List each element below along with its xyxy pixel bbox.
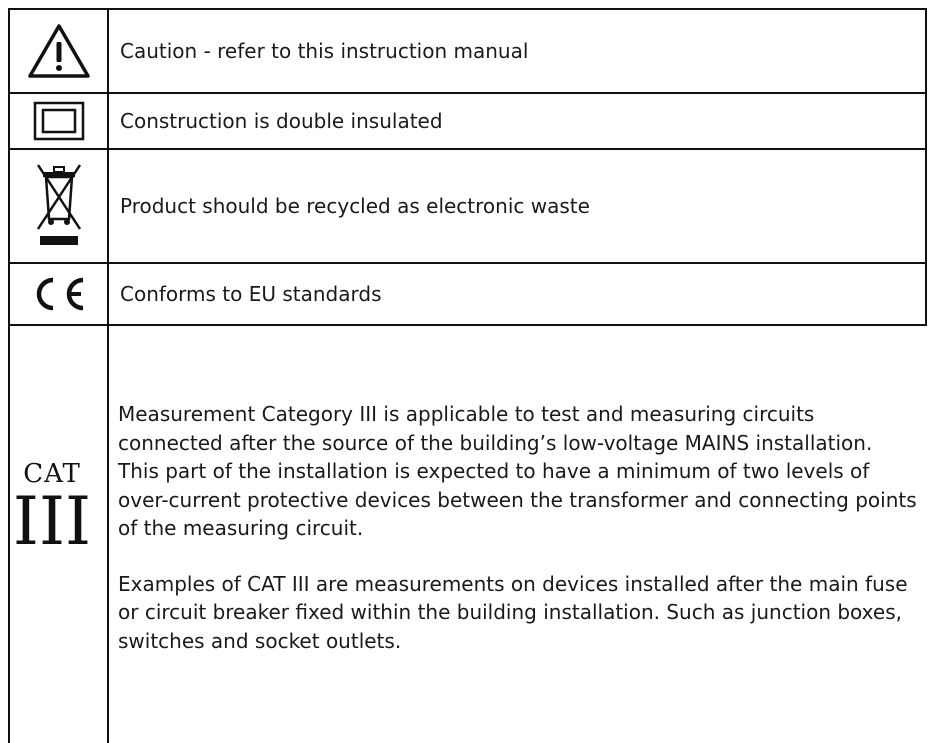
category-paragraph-1: Measurement Category III is applicable to test and measuring circuits connected after the source of the building’s low-voltage MAINS installation. This part of the installation is expected to have a minimum of two levels of over-current protective devices between the transformer and connecting points of the measuring circuit. — [118, 402, 917, 540]
table-row — [10, 94, 107, 148]
eu-standards-text: Conforms to EU standards — [120, 282, 382, 306]
category-description — [118, 400, 918, 655]
row-divider-4 — [8, 324, 927, 326]
ce-mark-icon — [27, 274, 91, 314]
cat-iii-label — [12, 459, 92, 560]
table-row — [10, 150, 107, 262]
table-divider-column — [107, 8, 109, 743]
warning-triangle-icon — [26, 22, 92, 80]
category-paragraph-2: Examples of CAT III are measurements on devices installed after the main fuse or circuit breaker fixed within the building installation. Such as junction boxes, switches and socket outlets. — [118, 571, 908, 653]
caution-text: Caution - refer to this instruction manual — [120, 39, 529, 63]
double-insulated-icon — [33, 101, 85, 141]
weee-recycle-bin-icon — [34, 159, 84, 253]
table-border-right — [925, 8, 927, 326]
cat-label-top: CAT — [23, 459, 81, 489]
recycle-text: Product should be recycled as electronic waste — [120, 194, 590, 218]
table-row — [10, 10, 107, 92]
table-row — [10, 264, 107, 324]
double-insulated-text: Construction is double insulated — [120, 109, 443, 133]
cat-label-roman: III — [12, 483, 92, 560]
